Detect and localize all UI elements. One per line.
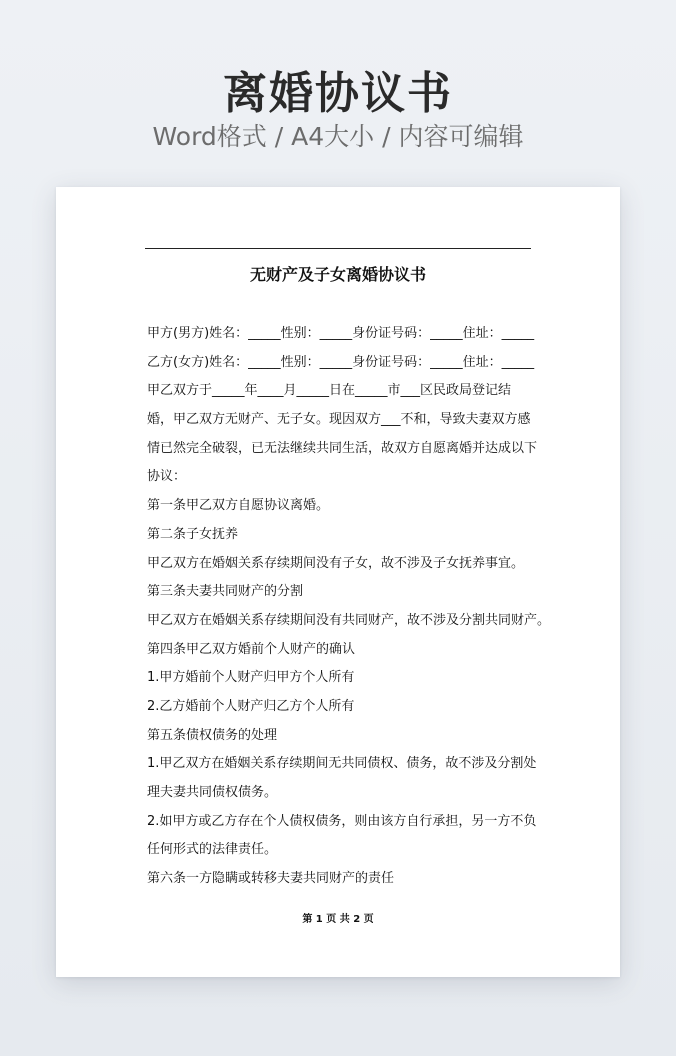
article-5-heading: 第五条债权债务的处理 bbox=[147, 727, 278, 743]
article-4-heading: 第四条甲乙双方婚前个人财产的确认 bbox=[147, 641, 356, 657]
article-6-heading: 第六条一方隐瞒或转移夫妻共同财产的责任 bbox=[147, 871, 395, 887]
page-number: 第 1 页 共 2 页 bbox=[302, 914, 374, 925]
document-title: 无财产及子女离婚协议书 bbox=[249, 265, 426, 284]
document-body bbox=[147, 320, 551, 894]
preamble-line: 甲乙双方于_____年____月_____日在_____市___区民政局登记结 bbox=[147, 383, 512, 399]
article-1-heading: 第一条甲乙双方自愿协议离婚。 bbox=[147, 498, 330, 514]
banner-subtitle: Word格式 / A4大小 / 内容可编辑 bbox=[152, 122, 524, 151]
article-3-text: 甲乙双方在婚姻关系存续期间没有共同财产，故不涉及分割共同财产。 bbox=[147, 612, 551, 628]
preamble-line: 协议： bbox=[147, 469, 187, 485]
article-5-item: 2.如甲方或乙方存在个人债权债务，则由该方自行承担，另一方不负 bbox=[147, 813, 537, 829]
article-4-item: 2.乙方婚前个人财产归乙方个人所有 bbox=[147, 698, 355, 714]
preamble-line: 婚，甲乙双方无财产、无子女。现因双方___不和，导致夫妻双方感 bbox=[147, 412, 531, 428]
article-4-item: 1.甲方婚前个人财产归甲方个人所有 bbox=[147, 670, 355, 686]
article-2-heading: 第二条子女抚养 bbox=[147, 526, 239, 542]
document-page bbox=[56, 187, 620, 977]
article-5-item: 理夫妻共同债权债务。 bbox=[147, 785, 278, 800]
article-3-heading: 第三条夫妻共同财产的分割 bbox=[147, 584, 304, 600]
article-2-text: 甲乙双方在婚姻关系存续期间没有子女，故不涉及子女抚养事宜。 bbox=[147, 555, 525, 571]
header-rule bbox=[145, 248, 531, 249]
party-a-info-line: 甲方(男方)姓名：_____性别：_____身份证号码：_____住址：_____ bbox=[147, 326, 535, 341]
article-5-item: 任何形式的法律责任。 bbox=[147, 842, 278, 858]
preamble-line: 情已然完全破裂，已无法继续共同生活，故双方自愿离婚并达成以下 bbox=[147, 440, 538, 456]
banner-title: 离婚协议书 bbox=[223, 68, 453, 119]
party-b-info-line: 乙方(女方)姓名：_____性别：_____身份证号码：_____住址：_____ bbox=[147, 354, 535, 370]
article-5-item: 1.甲乙双方在婚姻关系存续期间无共同债权、债务，故不涉及分割处 bbox=[147, 756, 537, 772]
